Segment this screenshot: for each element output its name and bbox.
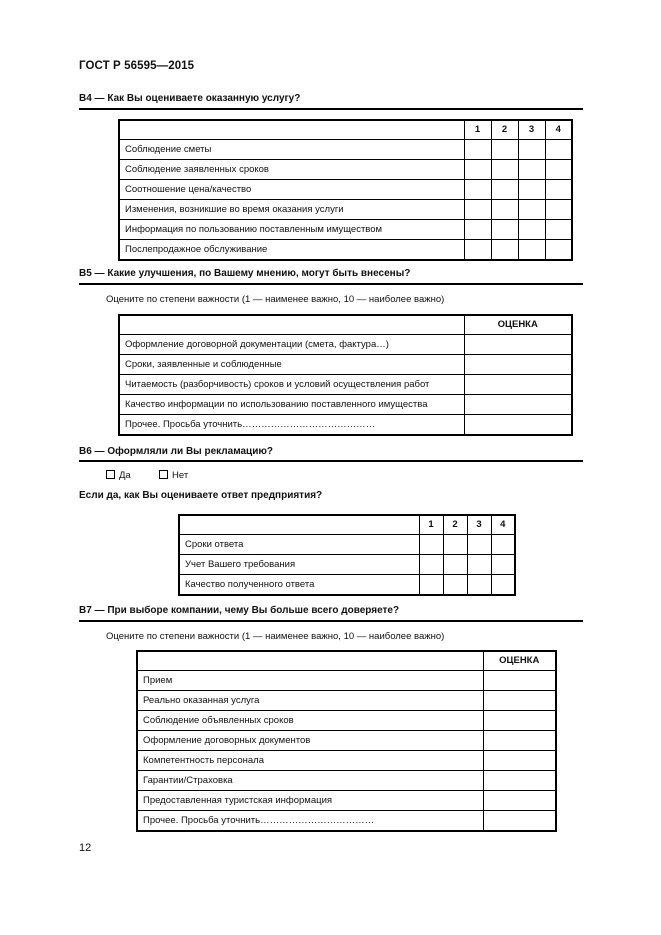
rating-cell[interactable] [464,240,491,261]
rating-cell[interactable] [464,220,491,240]
table-row [119,335,572,355]
score-table-b7 [136,650,557,832]
question-b4-title: В4 — Как Вы оцениваете оказанную услугу? [79,93,301,104]
followup-question: Если да, как Вы оцениваете ответ предприятия? [79,490,323,501]
table-row [137,711,556,731]
table-row [179,555,515,575]
document-code: ГОСТ Р 56595—2015 [79,60,195,72]
column-header: 3 [467,515,491,535]
table-row [137,731,556,751]
rating-cell[interactable] [545,240,572,261]
column-header: 4 [491,515,515,535]
rating-cell[interactable] [464,200,491,220]
row-label: Гарантии/Страховка [137,771,483,791]
row-label: Сроки ответа [179,535,419,555]
row-label: Соблюдение сметы [119,140,464,160]
question-b6-title: В6 — Оформляли ли Вы рекламацию? [79,446,273,457]
rating-cell[interactable] [491,220,518,240]
row-label: Оформление договорной документации (смета, фактура…) [119,335,464,355]
table-row [179,575,515,596]
rating-cell[interactable] [464,160,491,180]
rating-cell[interactable] [491,240,518,261]
rating-cell[interactable] [545,220,572,240]
column-header: 3 [518,120,545,140]
rating-cell[interactable] [464,180,491,200]
rating-cell[interactable] [419,555,443,575]
divider [79,283,583,285]
rating-cell[interactable] [467,555,491,575]
option-no-label: Нет [172,470,189,481]
score-cell[interactable] [464,415,572,436]
rating-cell[interactable] [443,575,467,596]
rating-cell[interactable] [467,535,491,555]
row-label: Читаемость (разборчивость) сроков и условий осуществления работ [119,375,464,395]
table-row [137,791,556,811]
question-b7-title: В7 — При выборе компании, чему Вы больше всего доверяете? [79,605,400,616]
rating-cell[interactable] [419,535,443,555]
divider [79,108,583,110]
question-b5-title: В5 — Какие улучшения, по Вашему мнению, могут быть внесены? [79,268,411,279]
rating-cell[interactable] [491,140,518,160]
score-cell[interactable] [483,691,556,711]
table-row [119,160,572,180]
rating-cell[interactable] [491,575,515,596]
option-no[interactable] [159,470,188,481]
rating-cell[interactable] [545,160,572,180]
option-yes[interactable] [106,470,131,481]
row-label: Учет Вашего требования [179,555,419,575]
column-header: 1 [419,515,443,535]
row-label: Соблюдение заявленных сроков [119,160,464,180]
score-column-header: ОЦЕНКА [464,315,572,335]
table-header-row [119,315,572,335]
score-cell[interactable] [464,375,572,395]
table-row [119,375,572,395]
row-label: Прочее. Просьба уточнить……………………………… [137,811,483,832]
row-label: Соотношение цена/качество [119,180,464,200]
table-header-row [179,515,515,535]
score-cell[interactable] [483,711,556,731]
table-header-row [119,120,572,140]
table-row [179,535,515,555]
row-label: Реально оказанная услуга [137,691,483,711]
table-header-row [137,651,556,671]
rating-cell[interactable] [443,535,467,555]
table-row [119,220,572,240]
table-row [119,240,572,261]
row-label: Оформление договорных документов [137,731,483,751]
table-row [137,751,556,771]
row-label: Прочее. Просьба уточнить…………………………………… [119,415,464,436]
score-table-b5 [118,314,573,436]
importance-note: Оцените по степени важности (1 — наименее важно, 10 — наиболее важно) [106,294,445,305]
page-number: 12 [79,842,92,854]
score-cell[interactable] [483,671,556,691]
row-label: Информация по пользованию поставленным имуществом [119,220,464,240]
table-row [119,355,572,375]
rating-cell[interactable] [419,575,443,596]
rating-cell[interactable] [518,220,545,240]
table-row [137,771,556,791]
table-row [137,691,556,711]
table-row [119,180,572,200]
score-cell[interactable] [483,731,556,751]
importance-note: Оцените по степени важности (1 — наименее важно, 10 — наиболее важно) [106,631,445,642]
score-cell[interactable] [483,771,556,791]
table-row [119,395,572,415]
row-label: Послепродажное обслуживание [119,240,464,261]
checkbox-icon[interactable] [106,470,115,479]
column-header: 4 [545,120,572,140]
row-label: Прием [137,671,483,691]
row-label: Сроки, заявленные и соблюденные [119,355,464,375]
table-row [119,200,572,220]
row-label: Изменения, возникшие во время оказания услуги [119,200,464,220]
option-yes-label: Да [119,470,131,481]
checkbox-icon[interactable] [159,470,168,479]
score-cell[interactable] [464,395,572,415]
rating-cell[interactable] [545,200,572,220]
row-label: Предоставленная туристская информация [137,791,483,811]
divider [79,460,583,462]
rating-cell[interactable] [545,140,572,160]
column-header: 2 [491,120,518,140]
row-label: Качество информации по использованию поставленного имущества [119,395,464,415]
score-cell[interactable] [464,355,572,375]
rating-cell[interactable] [491,200,518,220]
rating-table-b4 [118,119,573,261]
table-row [119,415,572,436]
score-cell[interactable] [483,791,556,811]
score-cell[interactable] [483,811,556,832]
rating-cell[interactable] [491,555,515,575]
column-header: 1 [464,120,491,140]
score-cell[interactable] [483,751,556,771]
rating-table-b6 [178,514,516,596]
rating-cell[interactable] [443,555,467,575]
row-label: Соблюдение объявленных сроков [137,711,483,731]
column-header: 2 [443,515,467,535]
score-column-header: ОЦЕНКА [483,651,556,671]
rating-cell[interactable] [491,160,518,180]
rating-cell[interactable] [518,180,545,200]
table-row [119,140,572,160]
rating-cell[interactable] [464,140,491,160]
rating-cell[interactable] [518,140,545,160]
rating-cell[interactable] [467,575,491,596]
table-row [137,811,556,832]
row-label: Качество полученного ответа [179,575,419,596]
rating-cell[interactable] [518,240,545,261]
score-cell[interactable] [464,335,572,355]
row-label: Компетентность персонала [137,751,483,771]
table-row [137,671,556,691]
rating-cell[interactable] [518,160,545,180]
rating-cell[interactable] [545,180,572,200]
rating-cell[interactable] [491,180,518,200]
divider [79,620,583,622]
rating-cell[interactable] [518,200,545,220]
rating-cell[interactable] [491,535,515,555]
